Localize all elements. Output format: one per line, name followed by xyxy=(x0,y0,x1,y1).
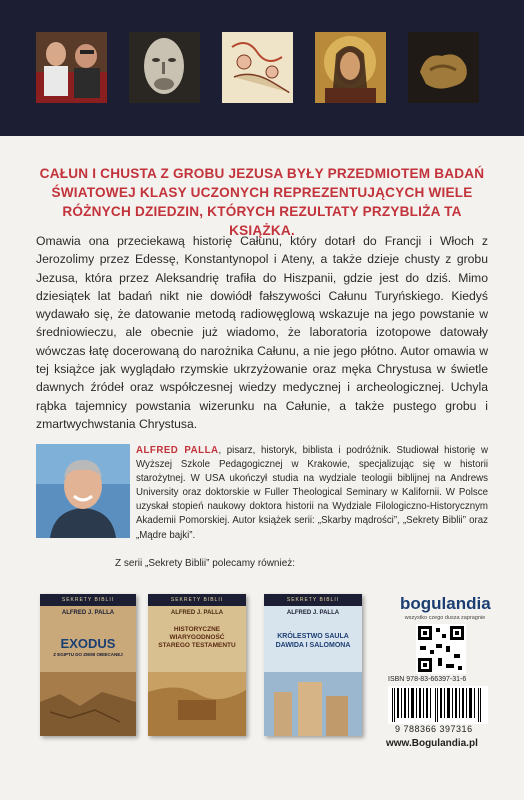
book-title: HISTORYCZNE WIARYGODNOŚĆ STAREGO TESTAMENTU xyxy=(158,626,236,649)
book-series-label: SEKRETY BIBLII xyxy=(40,594,136,606)
book-subtitle: Z EGIPTU DO ZIEMI OBIECANEJ xyxy=(53,652,123,657)
scientists-photo-thumb xyxy=(36,32,107,103)
barcode xyxy=(388,686,488,724)
book-cover-historical-reliability xyxy=(148,594,246,736)
book-cover-saul-david-solomon xyxy=(264,594,362,736)
thumbnail-strip xyxy=(36,32,479,103)
manuscript-drawing-thumb xyxy=(222,32,293,103)
qr-code xyxy=(416,624,466,674)
christ-icon-thumb xyxy=(315,32,386,103)
author-name: ALFRED PALLA xyxy=(136,445,219,456)
book-cover-exodus xyxy=(40,594,136,736)
book-title: KRÓLESTWO SAULA DAWIDA I SALOMONA xyxy=(275,633,351,649)
isbn: ISBN 978-83-66397-31-6 xyxy=(388,676,467,683)
website-link[interactable]: www.Bogulandia.pl xyxy=(386,738,478,749)
book-author: ALFRED J. PALLA xyxy=(170,610,224,616)
publisher-tagline: wszystko czego dusza zapragnie xyxy=(404,615,486,621)
book-series-label: SEKRETY BIBLII xyxy=(148,594,246,606)
top-photo-band xyxy=(0,0,524,136)
author-bio-text: , pisarz, historyk, biblista i podróżnik. Studiował historię w Wyższej Szkole Pedagogicznej w Krakowie, specjalizując się w historii starożytnej. W USA ukończył studia na wydziale teologii biblijnej na Andrews University oraz doktorskie w Fuller Theological Seminary w Kalifornii. W Polsce uzyskał stopień naukowy doktora historii na Wydziale Filologiczno-Historycznym Akademii Pomorskiej. Autor książek serii: „Skarby mądrości”, „Sekrety Biblii” oraz „Mądre bajki”. xyxy=(136,445,488,541)
publisher-logo xyxy=(400,594,490,621)
series-label: Z serii „Sekrety Biblii” polecamy również: xyxy=(115,558,296,569)
book-description: Omawia ona przeciekawą historię Całunu, który dotarł do Francji i Włoch z Jerozolimy przez Edessę, Konstantynopol i Ateny, a także dzieje chusty z grobu Jezusa, która przez Aleksandrię trafiła do Hiszpanii, gdzie jest do dziś. Mimo dziesiątek lat badań nikt nie dowiódł fałszywości Całunu Turyńskiego. Kiedyś wydawało się, że datowanie metodą radiowęglową wskazuje na jego powstanie w średniowieczu, ale obecnie już wiadomo, że laboratoria izotopowe datowały wówczas łatę docerowaną do narożnika Całunu, a nie jego płótno. Autor omawia w tej książce jak wyglądało rzymskie ukrzyżowanie oraz męka Chrystusa w świetle dawnych źródeł oraz współczesnej wiedzy medycznej i archeologicznej. Uchyla rąbka tajemnicy powstania wizerunku na Całunie, a także pustego grobu i zmartwychwstania Chrystusa. xyxy=(36,234,488,431)
headline: CAŁUN I CHUSTA Z GROBU JEZUSA BYŁY PRZEDMIOTEM BADAŃ ŚWIATOWEJ KLASY UCZONYCH REPREZENTUJĄCYCH WIELE RÓŻNYCH DZIEDZIN, KTÓRYCH REZULTATY PRZYBLIŻA TA KSIĄŻKA. xyxy=(39,166,485,238)
artifact-thumb xyxy=(408,32,479,103)
publisher-name: bogulandia xyxy=(400,594,491,613)
book-title: EXODUS xyxy=(60,636,116,651)
book-author: ALFRED J. PALLA xyxy=(286,610,340,616)
shroud-face-thumb xyxy=(129,32,200,103)
barcode-number: 9 788366 397316 xyxy=(395,724,473,734)
book-series-label: SEKRETY BIBLII xyxy=(264,594,362,606)
author-bio xyxy=(136,444,488,543)
author-photo xyxy=(36,444,130,538)
book-author: ALFRED J. PALLA xyxy=(61,610,115,616)
